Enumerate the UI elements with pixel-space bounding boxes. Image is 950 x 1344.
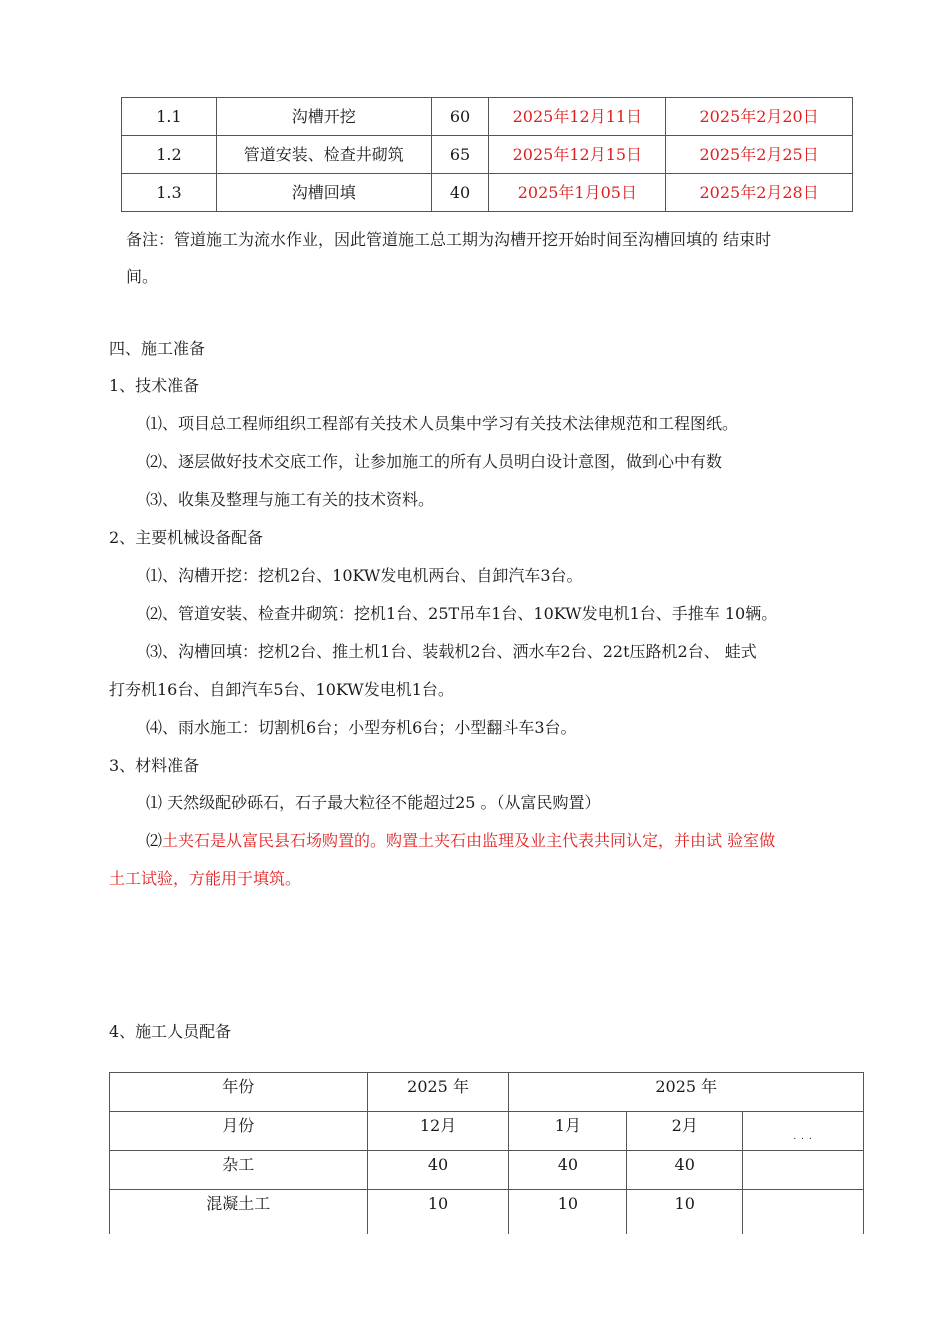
material-item-2b: 土工试验，方能用于填筑。 — [109, 869, 302, 888]
task-number: 1.2 — [122, 136, 217, 174]
worker-type: 混凝土工 — [110, 1190, 368, 1235]
month-cell: 1月 — [509, 1112, 627, 1151]
tech-item-2: ⑵、逐层做好技术交底工作，让参加施工的所有人员明白设计意图，做到心中有数 — [146, 452, 723, 471]
year-2025-first: 2025 年 — [367, 1073, 509, 1112]
task-days: 60 — [431, 98, 489, 136]
ellipsis-dots: . . . — [793, 1132, 813, 1142]
task-days: 65 — [431, 136, 489, 174]
task-start-date: 2025年12月15日 — [489, 136, 666, 174]
worker-count: 10 — [367, 1190, 509, 1235]
task-days: 40 — [431, 174, 489, 212]
year-label: 年份 — [110, 1073, 368, 1112]
table-row — [110, 1073, 864, 1112]
task-name: 沟槽回填 — [216, 174, 431, 212]
staff-table — [109, 1072, 864, 1234]
subsection-materials-title: 3、材料准备 — [109, 756, 200, 775]
machine-item-4: ⑷、雨水施工：切割机6台；小型夯机6台；小型翻斗车3台。 — [146, 718, 577, 737]
task-end-date: 2025年2月20日 — [666, 98, 853, 136]
subsection-machines-title: 2、主要机械设备配备 — [109, 528, 264, 547]
month-label: 月份 — [110, 1112, 368, 1151]
worker-count: 40 — [509, 1151, 627, 1190]
task-end-date: 2025年2月25日 — [666, 136, 853, 174]
task-number: 1.1 — [122, 98, 217, 136]
task-start-date: 2025年1月05日 — [489, 174, 666, 212]
machine-item-3b: 打夯机16台、自卸汽车5台、10KW发电机1台。 — [109, 680, 454, 699]
subsection-staff-title: 4、施工人员配备 — [109, 1022, 232, 1041]
worker-count: 10 — [509, 1190, 627, 1235]
material-item-2a — [146, 830, 775, 852]
worker-type: 杂工 — [110, 1151, 368, 1190]
worker-count — [743, 1190, 864, 1235]
task-end-date: 2025年2月28日 — [666, 174, 853, 212]
month-cell-more — [743, 1112, 864, 1151]
year-2025-second: 2025 年 — [509, 1073, 864, 1112]
schedule-table — [121, 97, 853, 212]
task-start-date: 2025年12月11日 — [489, 98, 666, 136]
month-cell: 12月 — [367, 1112, 509, 1151]
machine-item-1: ⑴、沟槽开挖：挖机2台、10KW发电机两台、自卸汽车3台。 — [146, 566, 583, 585]
worker-count: 10 — [627, 1190, 743, 1235]
material-item-2-prefix: ⑵ — [146, 831, 163, 850]
task-name: 管道安装、检查井砌筑 — [216, 136, 431, 174]
worker-count: 40 — [367, 1151, 509, 1190]
material-item-1: ⑴ 天然级配砂砾石，石子最大粒径不能超过25 。（从富民购置） — [146, 793, 601, 812]
worker-count: 40 — [627, 1151, 743, 1190]
tech-item-1: ⑴、项目总工程师组织工程部有关技术人员集中学习有关技术法律规范和工程图纸。 — [146, 414, 739, 433]
table-row — [110, 1151, 864, 1190]
section-title: 四、施工准备 — [109, 339, 206, 358]
table-row — [110, 1190, 864, 1235]
task-name: 沟槽开挖 — [216, 98, 431, 136]
note-line-2: 间。 — [126, 267, 159, 286]
worker-count — [743, 1151, 864, 1190]
table-row — [122, 136, 853, 174]
machine-item-3a: ⑶、沟槽回填：挖机2台、推土机1台、装载机2台、洒水车2台、22t压路机2台、 蛙式 — [146, 642, 757, 661]
table-row — [122, 174, 853, 212]
table-row — [122, 98, 853, 136]
machine-item-2: ⑵、管道安装、检查井砌筑：挖机1台、25T吊车1台、10KW发电机1台、手推车 10辆。 — [146, 604, 778, 623]
month-cell: 2月 — [627, 1112, 743, 1151]
table-row — [110, 1112, 864, 1151]
material-item-2-text: 土夹石是从富民县石场购置的。购置土夹石由监理及业主代表共同认定，并由试 验室做 — [162, 831, 776, 850]
subsection-tech-title: 1、技术准备 — [109, 376, 200, 395]
note-line-1: 备注：管道施工为流水作业，因此管道施工总工期为沟槽开挖开始时间至沟槽回填的 结束时 — [126, 230, 772, 249]
tech-item-3: ⑶、收集及整理与施工有关的技术资料。 — [146, 490, 435, 509]
task-number: 1.3 — [122, 174, 217, 212]
